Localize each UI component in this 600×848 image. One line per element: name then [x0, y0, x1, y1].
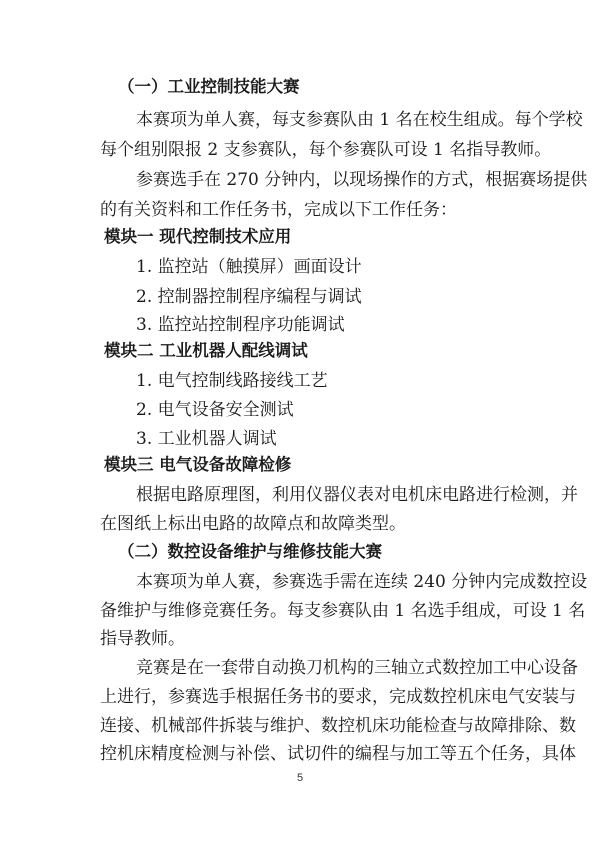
section-2-intro-line: 备维护与维修竞赛任务。每支参赛队由 1 名选手组成，可设 1 名 — [100, 601, 586, 621]
section-2-title: （二）数控设备维护与维修技能大赛 — [118, 542, 382, 561]
module-2-title: 模块二 工业机器人配线调试 — [104, 341, 308, 360]
section-1-task-line: 参赛选手在 270 分钟内，以现场操作的方式，根据赛场提供 — [136, 170, 588, 190]
module-1-title: 模块一 现代控制技术应用 — [104, 227, 292, 246]
section-1-task-line: 的有关资料和工作任务书，完成以下工作任务： — [100, 200, 457, 220]
module-2-item: 2. 电气设备安全测试 — [136, 400, 294, 420]
module-3-line: 根据电路原理图，利用仪器仪表对电机床电路进行检测，并 — [136, 485, 578, 505]
section-1-intro-line: 每个组别限报 2 支参赛队，每个参赛队可设 1 名指导教师。 — [100, 140, 552, 160]
section-1-intro-line: 本赛项为单人赛，每支参赛队由 1 名在校生组成。每个学校 — [136, 110, 583, 130]
module-2-item: 1. 电气控制线路接线工艺 — [136, 371, 328, 391]
section-1-title: （一）工业控制技能大赛 — [118, 77, 300, 96]
module-1-item: 2. 控制器控制程序编程与调试 — [136, 287, 362, 307]
section-2-body-line: 上进行，参赛选手根据任务书的要求，完成数控机床电气安装与 — [100, 687, 576, 707]
section-2-body-line: 连接、机械部件拆装与维护、数控机床功能检查与故障排除、数 — [100, 716, 576, 736]
section-2-intro-line: 指导教师。 — [100, 629, 185, 649]
module-1-item: 3. 监控站控制程序功能调试 — [136, 315, 345, 335]
section-2-body-line: 竞赛是在一套带自动换刀机构的三轴立式数控加工中心设备 — [136, 658, 578, 678]
section-2-body-line: 控机床精度检测与补偿、试切件的编程与加工等五个任务，具体 — [100, 744, 576, 764]
page-number: 5 — [296, 772, 304, 784]
module-3-title: 模块三 电气设备故障检修 — [104, 455, 292, 474]
module-3-line: 在图纸上标出电路的故障点和故障类型。 — [100, 514, 406, 534]
module-2-item: 3. 工业机器人调试 — [136, 429, 277, 449]
module-1-item: 1. 监控站（触摸屏）画面设计 — [136, 257, 362, 277]
section-2-intro-line: 本赛项为单人赛，参赛选手需在连续 240 分钟内完成数控设 — [136, 572, 588, 592]
